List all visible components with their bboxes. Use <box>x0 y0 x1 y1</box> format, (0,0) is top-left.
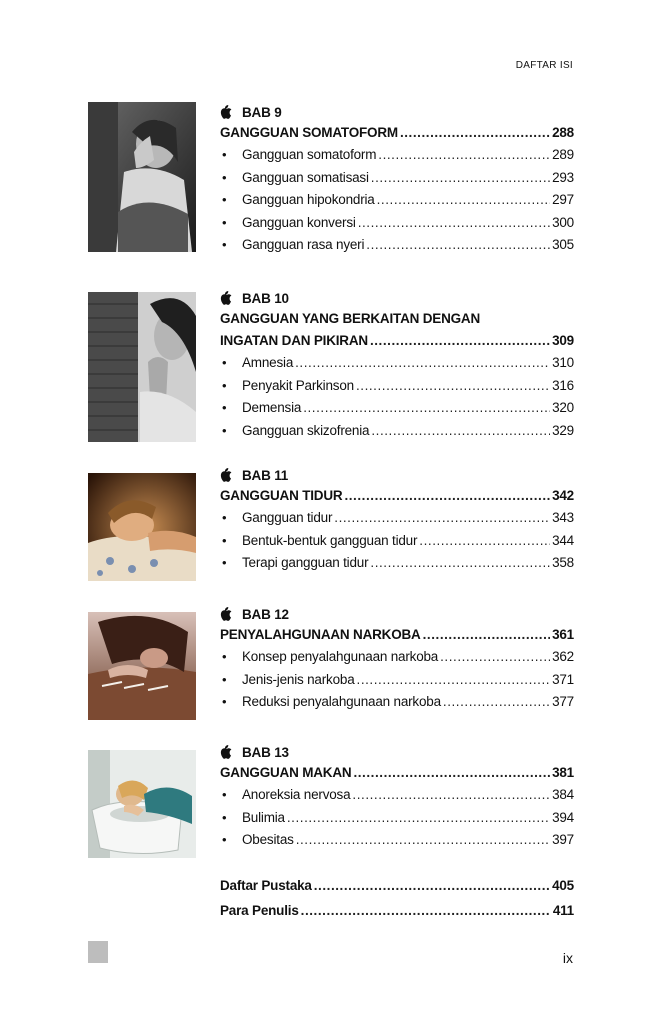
dot-leader <box>344 485 550 507</box>
chapter-title-row[interactable] <box>220 122 574 144</box>
bullet: • <box>222 809 227 825</box>
page-ref: 405 <box>552 878 574 893</box>
entry-label: Anoreksia nervosa <box>242 787 351 802</box>
entry-label: Terapi gangguan tidur <box>242 555 369 570</box>
page-ref: 329 <box>552 422 574 438</box>
bullet: • <box>222 555 227 570</box>
dot-leader <box>296 829 550 852</box>
chapter-number-text: BAB 12 <box>242 606 289 622</box>
page-ref: 397 <box>552 832 574 847</box>
toc-entry[interactable] <box>220 807 574 830</box>
chapter-number <box>220 465 574 485</box>
page-ref: 288 <box>552 125 574 140</box>
entry-label: Konsep penyalahgunaan narkoba <box>242 649 439 664</box>
page-ref: 309 <box>552 333 574 348</box>
chapter-title-row[interactable] <box>220 624 574 646</box>
apple-icon <box>220 105 232 119</box>
bullet: • <box>222 400 227 415</box>
toc-entry[interactable] <box>220 829 574 852</box>
photo-thinking-woman <box>88 292 196 442</box>
page-ref: 310 <box>552 355 574 370</box>
entry-label: Demensia <box>242 400 302 415</box>
toc-entry[interactable] <box>220 552 574 575</box>
entry-label: Gangguan skizofrenia <box>242 422 370 438</box>
dot-leader <box>371 420 550 443</box>
toc-entry[interactable] <box>220 212 574 235</box>
dot-leader <box>314 875 550 897</box>
chapter-number-text: BAB 11 <box>242 467 289 483</box>
dot-leader <box>352 784 550 807</box>
dot-leader <box>400 122 550 144</box>
chapter-title: GANGGUAN TIDUR <box>220 488 343 503</box>
toc-entry[interactable] <box>220 784 574 807</box>
bullet: • <box>222 214 227 230</box>
bullet: • <box>222 671 227 687</box>
chapter-bab-10 <box>88 288 574 438</box>
corner-ornament <box>88 941 108 963</box>
dot-leader <box>287 807 550 830</box>
entry-label: Bulimia <box>242 809 285 825</box>
running-head: DAFTAR ISI <box>515 60 573 71</box>
dot-leader <box>423 624 550 646</box>
toc-entry[interactable] <box>220 530 574 553</box>
dot-leader <box>353 762 550 784</box>
chapter-number <box>220 742 574 762</box>
toc-entry[interactable] <box>220 397 574 420</box>
photo-distressed-woman <box>88 102 196 252</box>
bullet: • <box>222 169 227 185</box>
chapter-number <box>220 604 574 624</box>
chapter-bab-13 <box>88 742 574 892</box>
dot-leader <box>370 552 550 575</box>
bullet: • <box>222 787 227 802</box>
bullet: • <box>222 147 227 162</box>
dot-leader <box>356 375 550 398</box>
entry-label: Gangguan konversi <box>242 214 356 230</box>
toc-entry[interactable] <box>220 352 574 375</box>
dot-leader <box>370 330 550 352</box>
chapter-number <box>220 288 574 308</box>
bullet: • <box>222 377 227 393</box>
entry-label: Bentuk-bentuk gangguan tidur <box>242 532 418 548</box>
page-ref: 305 <box>552 237 574 252</box>
entry-label: Penyakit Parkinson <box>242 377 354 393</box>
dot-leader <box>419 530 550 553</box>
page-ref: 289 <box>552 147 574 162</box>
chapter-title-row[interactable] <box>220 330 574 352</box>
page-ref: 361 <box>552 627 574 642</box>
chapter-title: PENYALAHGUNAAN NARKOBA <box>220 627 421 642</box>
bullet: • <box>222 192 227 207</box>
entry-label: Amnesia <box>242 355 294 370</box>
apple-icon <box>220 745 232 759</box>
chapter-number-text: BAB 13 <box>242 744 289 760</box>
bullet: • <box>222 237 227 252</box>
chapter-number-text: BAB 10 <box>242 290 289 306</box>
bullet: • <box>222 649 227 664</box>
bullet: • <box>222 832 227 847</box>
toc-entry[interactable] <box>220 669 574 692</box>
page-number: ix <box>562 950 573 966</box>
entry-label: Gangguan rasa nyeri <box>242 237 365 252</box>
dot-leader <box>357 669 551 692</box>
chapter-number-text: BAB 9 <box>242 104 282 120</box>
page-ref: 300 <box>552 214 574 230</box>
bullet: • <box>222 532 227 548</box>
entry-label: Daftar Pustaka <box>220 878 312 893</box>
chapter-bab-12 <box>88 604 574 754</box>
page-ref: 293 <box>552 169 574 185</box>
page-ref: 411 <box>552 903 574 918</box>
toc-entry[interactable] <box>220 691 574 714</box>
entry-label: Jenis-jenis narkoba <box>242 671 355 687</box>
page-ref: 316 <box>552 377 574 393</box>
photo-drug-use <box>88 612 196 720</box>
page-ref: 358 <box>552 555 574 570</box>
toc-entry-daftar-pustaka[interactable] <box>220 875 574 897</box>
toc-entry[interactable] <box>220 167 574 190</box>
entry-label: Reduksi penyalahgunaan narkoba <box>242 694 441 709</box>
dot-leader <box>301 900 551 922</box>
bullet: • <box>222 422 227 438</box>
bullet: • <box>222 510 227 525</box>
chapter-title: GANGGUAN MAKAN <box>220 765 352 780</box>
dot-leader <box>443 691 550 714</box>
photo-sleepless-woman <box>88 473 196 581</box>
page-ref: 394 <box>552 809 574 825</box>
apple-icon <box>220 468 232 482</box>
dot-leader <box>295 352 550 375</box>
dot-leader <box>440 646 550 669</box>
page-ref: 320 <box>552 400 574 415</box>
page-ref: 381 <box>552 765 574 780</box>
toc-entry[interactable] <box>220 507 574 530</box>
page-ref: 343 <box>552 510 574 525</box>
dot-leader <box>377 189 550 212</box>
bullet: • <box>222 694 227 709</box>
photo-eating-disorder <box>88 750 196 858</box>
entry-label: Obesitas <box>242 832 294 847</box>
dot-leader <box>334 507 550 530</box>
chapter-title: GANGGUAN SOMATOFORM <box>220 125 398 140</box>
toc-entry-para-penulis[interactable] <box>220 900 574 922</box>
toc-entry[interactable] <box>220 144 574 167</box>
dot-leader <box>371 167 550 190</box>
toc-entry[interactable] <box>220 375 574 398</box>
chapter-title-row[interactable] <box>220 762 574 784</box>
dot-leader <box>378 144 550 167</box>
dot-leader <box>358 212 550 235</box>
page-ref: 297 <box>552 192 574 207</box>
entry-label: Gangguan somatoform <box>242 147 377 162</box>
apple-icon <box>220 291 232 305</box>
page-ref: 342 <box>552 488 574 503</box>
page-ref: 384 <box>552 787 574 802</box>
page-ref: 344 <box>552 532 574 548</box>
entry-label: Gangguan somatisasi <box>242 169 369 185</box>
entry-label: Gangguan tidur <box>242 510 333 525</box>
toc-entry[interactable] <box>220 234 574 257</box>
entry-label: Gangguan hipokondria <box>242 192 375 207</box>
page-ref: 371 <box>552 671 574 687</box>
chapter-bab-11 <box>88 465 574 615</box>
toc-entry[interactable] <box>220 420 574 443</box>
chapter-bab-9 <box>88 102 574 252</box>
apple-icon <box>220 607 232 621</box>
toc-entry[interactable] <box>220 646 574 669</box>
page-ref: 362 <box>552 649 574 664</box>
chapter-number <box>220 102 574 122</box>
bullet: • <box>222 355 227 370</box>
entry-label: Para Penulis <box>220 903 299 918</box>
chapter-title-row[interactable] <box>220 485 574 507</box>
dot-leader <box>303 397 550 420</box>
page-ref: 377 <box>552 694 574 709</box>
dot-leader <box>366 234 550 257</box>
chapter-title: INGATAN DAN PIKIRAN <box>220 333 368 348</box>
chapter-title-line: GANGGUAN YANG BERKAITAN DENGAN <box>220 311 481 326</box>
toc-entry[interactable] <box>220 189 574 212</box>
